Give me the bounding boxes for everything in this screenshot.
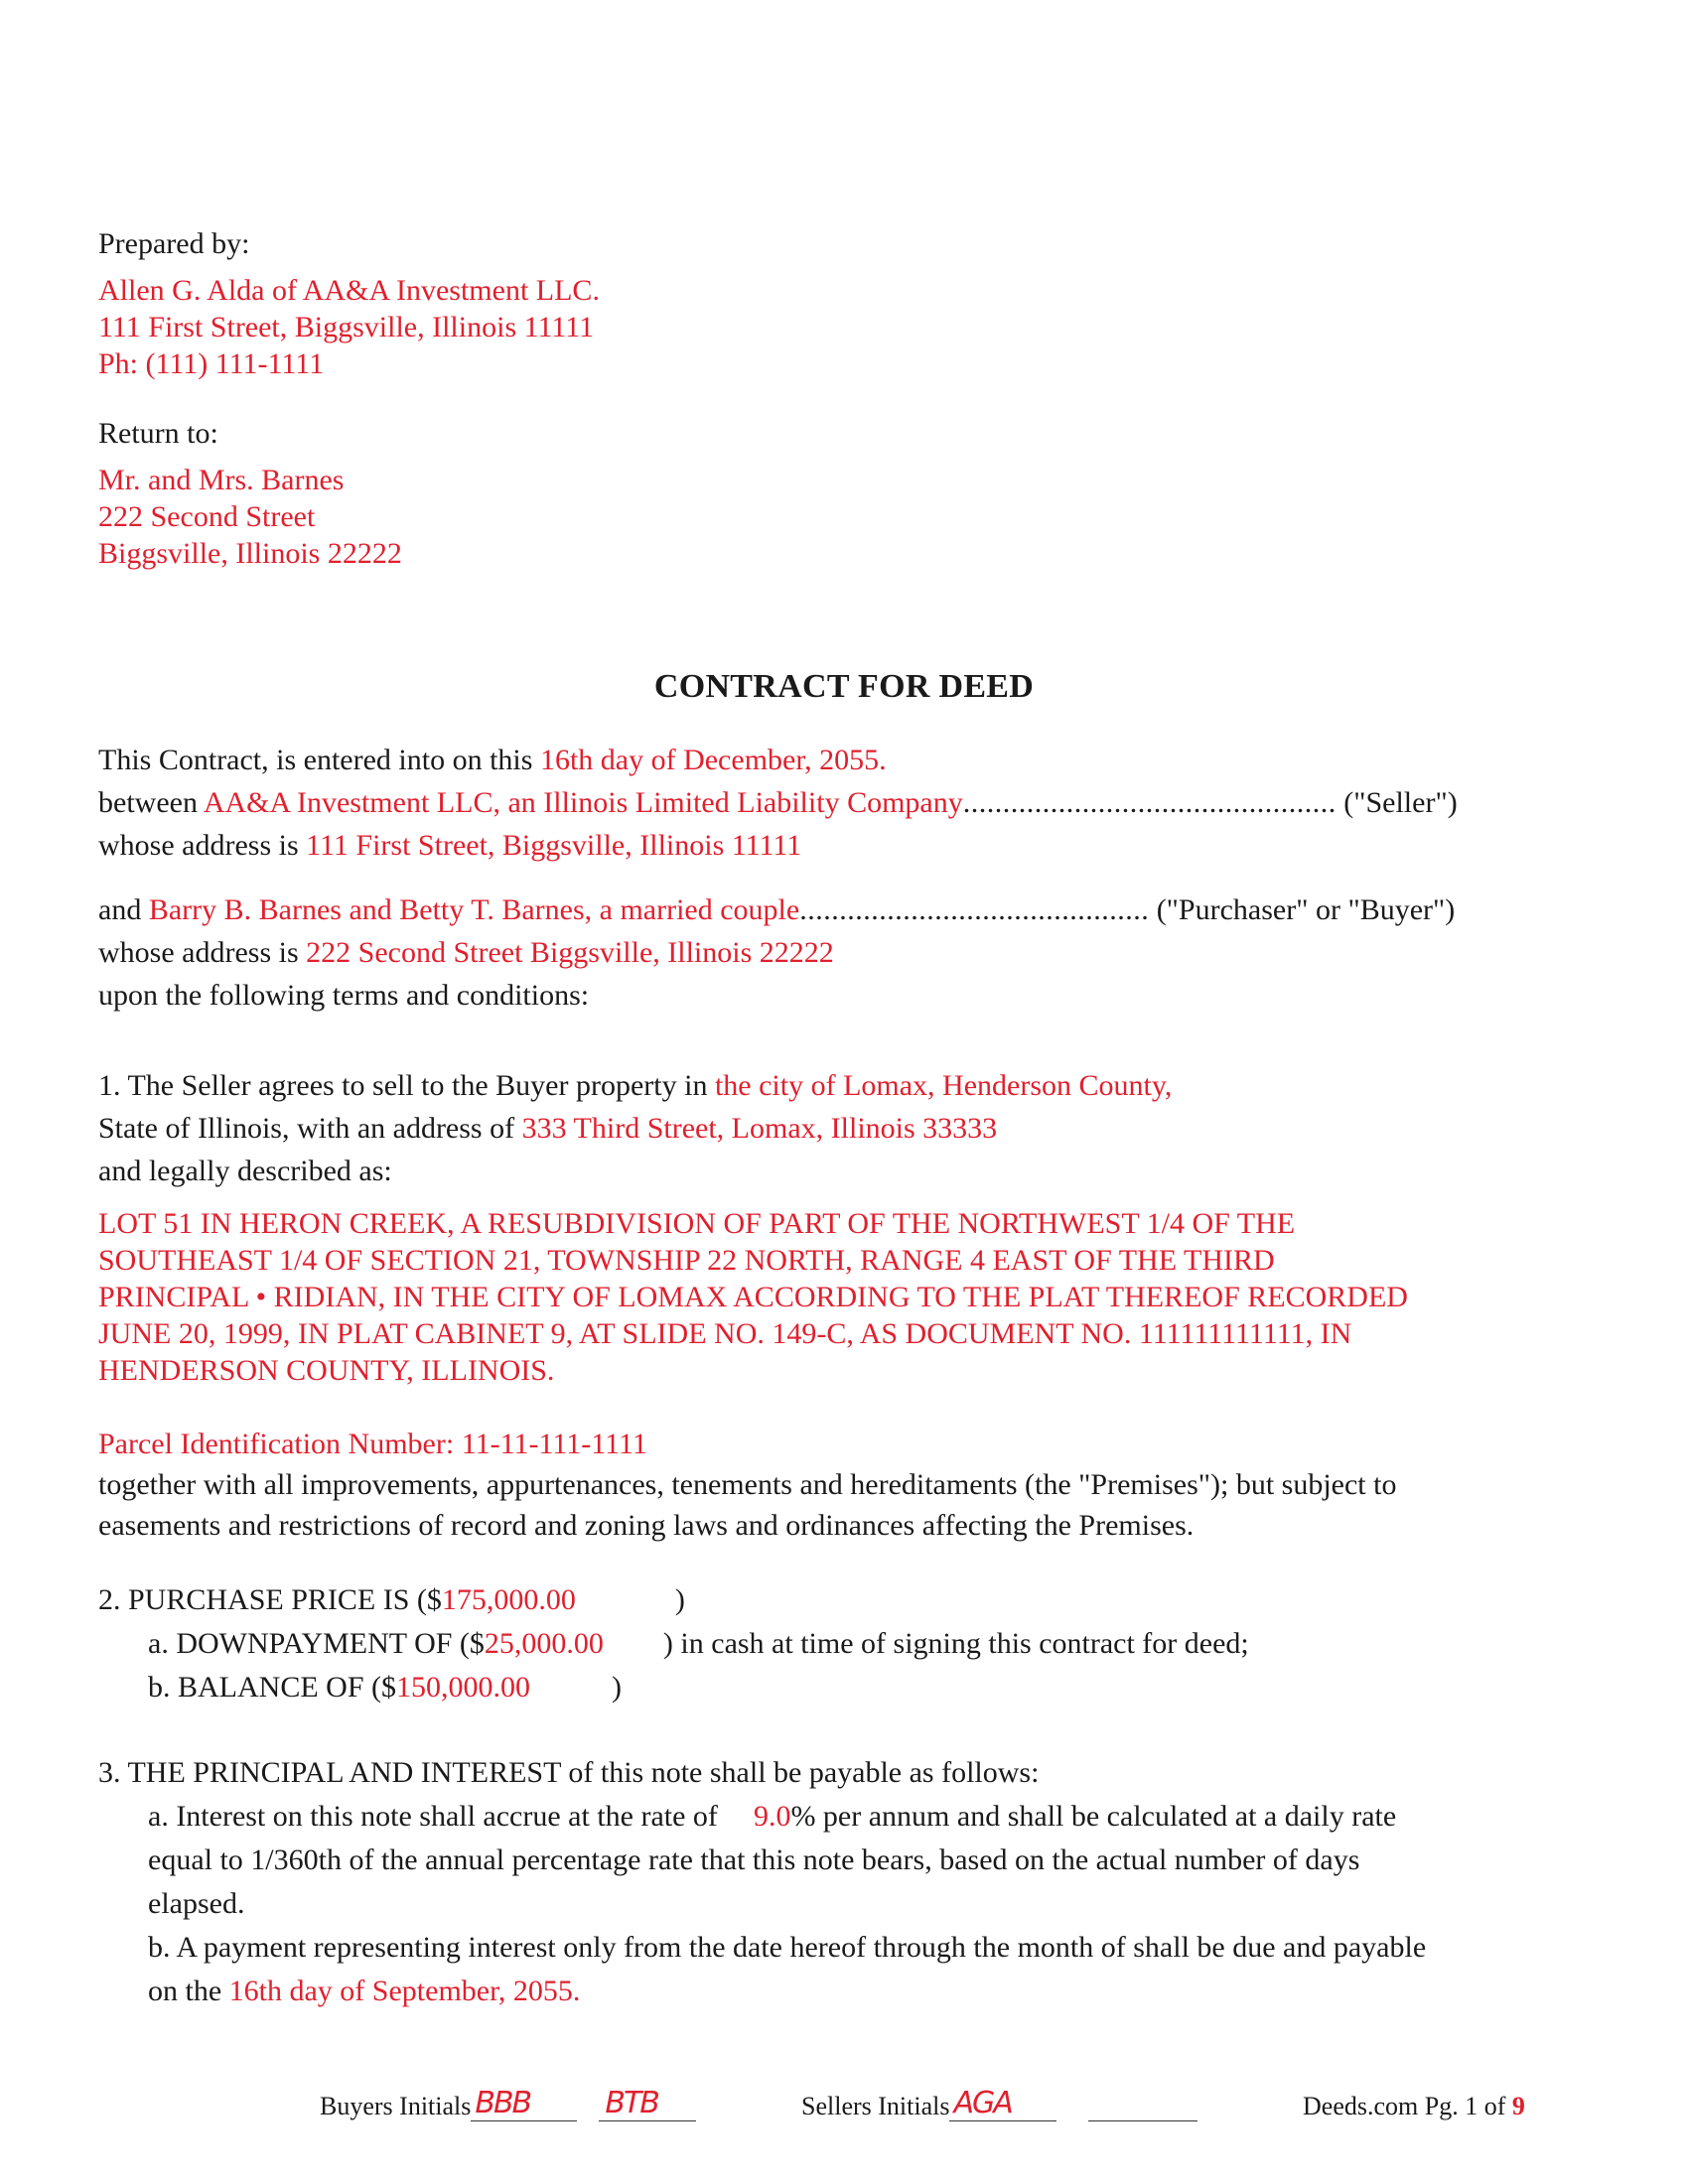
downpayment-line xyxy=(98,1622,1249,1666)
and-label: and xyxy=(98,893,142,926)
seller-address-line xyxy=(98,824,1458,867)
purchase-price-prefix: 2. PURCHASE PRICE IS ($ xyxy=(98,1583,442,1616)
interest-rate-line xyxy=(98,1795,1426,1839)
document-title: CONTRACT FOR DEED xyxy=(653,668,1035,705)
seller-dots: ............................................... xyxy=(962,786,1336,819)
interest-line-3: elapsed. xyxy=(148,1887,245,1920)
entered-line xyxy=(98,739,1458,781)
buyer-initial-line-2[interactable] xyxy=(599,2086,696,2121)
property-address: 333 Third Street, Lomax, Illinois 33333 xyxy=(521,1112,998,1145)
intro-block xyxy=(98,739,1458,1017)
downpayment-prefix: a. DOWNPAYMENT OF ($ xyxy=(148,1627,485,1660)
balance-prefix: b. BALANCE OF ($ xyxy=(148,1671,397,1704)
premises-line-2: easements and restrictions of record and zoning laws and ordinances affecting the Premises. xyxy=(98,1509,1195,1542)
return-to-city: Biggsville, Illinois 22222 xyxy=(98,537,402,570)
section-3 xyxy=(98,1751,1426,2013)
entered-prefix: This Contract, is entered into on this xyxy=(98,744,533,776)
legal-description: LOT 51 IN HERON CREEK, A RESUBDIVISION OF PART OF THE NORTHWEST 1/4 OF THE SOUTHEAST 1/4 OF SECTION 21, TOWNSHIP 22 NORTH, RANGE 4 EAST OF THE THIRD PRINCIPAL • RIDIAN, IN THE CITY OF LOMAX ACCORDING TO THE PLAT THEREOF RECORDED JUNE 20, 1999, IN PLAT CABINET 9, AT SLIDE NO. 149-C, AS DOCUMENT NO. 111111111111, IN HENDERSON COUNTY, ILLINOIS. xyxy=(98,1207,1408,1387)
section-1-prefix: 1. The Seller agrees to sell to the Buyer property in xyxy=(98,1069,708,1102)
footer-page xyxy=(1303,2092,1525,2121)
purchase-price-line xyxy=(98,1578,1249,1622)
return-to-block xyxy=(98,415,402,572)
sellers-initials-label: Sellers Initials xyxy=(801,2092,950,2120)
section-1-line-2 xyxy=(98,1107,1172,1150)
address-prefix: State of Illinois, with an address of xyxy=(98,1112,515,1145)
interest-prefix: a. Interest on this note shall accrue at the rate of xyxy=(148,1800,718,1833)
between-label: between xyxy=(98,786,198,819)
return-to-street: 222 Second Street xyxy=(98,500,316,533)
buyer-dots: ............................................ xyxy=(799,893,1150,926)
buyer-address: 222 Second Street Biggsville, Illinois 22222 xyxy=(306,936,834,969)
payment-line-2 xyxy=(98,1970,1426,2013)
payment-line-1: b. A payment representing interest only from the date hereof through the month of shall be due and payable xyxy=(148,1931,1427,1964)
balance-close: ) xyxy=(612,1671,623,1704)
seller-address: 111 First Street, Biggsville, Illinois 11111 xyxy=(306,829,802,862)
downpayment-amount: 25,000.00 xyxy=(484,1627,604,1660)
page-label: Pg. 1 of xyxy=(1424,2092,1506,2120)
site-name: Deeds.com xyxy=(1303,2092,1419,2120)
prepared-by-block xyxy=(98,225,600,382)
buyer-initial-1: BBB xyxy=(475,2086,531,2120)
seller-initial-line-2[interactable] xyxy=(1088,2093,1197,2121)
purchase-price-close: ) xyxy=(674,1583,685,1616)
buyer-line xyxy=(98,888,1458,931)
buyer-initial-line-1[interactable] xyxy=(471,2086,577,2121)
section-2 xyxy=(98,1578,1249,1709)
premises-line-1: together with all improvements, appurtenances, tenements and hereditaments (the "Premises"); but subject to xyxy=(98,1468,1397,1501)
buyer-address-prefix: whose address is xyxy=(98,936,299,969)
seller-line xyxy=(98,781,1458,824)
preparer-name: Allen G. Alda of AA&A Investment LLC. xyxy=(98,274,600,307)
legal-described-label: and legally described as: xyxy=(98,1155,392,1187)
section-1 xyxy=(98,1064,1172,1192)
interest-line-2: equal to 1/360th of the annual percentage rate that this note bears, based on the actual number of days xyxy=(148,1843,1360,1876)
payment-prefix: on the xyxy=(148,1975,222,2007)
footer-sellers xyxy=(801,2086,1197,2121)
seller-initial-line-1[interactable] xyxy=(949,2086,1056,2121)
parcel-number: Parcel Identification Number: 11-11-111-1111 xyxy=(98,1428,647,1460)
balance-line xyxy=(98,1666,1249,1709)
return-to-name: Mr. and Mrs. Barnes xyxy=(98,464,345,496)
downpayment-suffix: ) in cash at time of signing this contract for deed; xyxy=(662,1627,1249,1660)
seller-address-prefix: whose address is xyxy=(98,829,299,862)
terms-line: upon the following terms and conditions: xyxy=(98,979,590,1012)
buyer-name: Barry B. Barnes and Betty T. Barnes, a married couple xyxy=(148,893,800,926)
seller-initial-1: AGA xyxy=(953,2086,1012,2120)
buyers-initials-label: Buyers Initials xyxy=(320,2092,472,2120)
prepared-by-label: Prepared by: xyxy=(98,227,250,260)
preparer-phone: Ph: (111) 111-1111 xyxy=(98,347,325,380)
balance-amount: 150,000.00 xyxy=(396,1671,531,1704)
interest-suffix: % per annum and shall be calculated at a daily rate xyxy=(790,1800,1397,1833)
seller-role: ("Seller") xyxy=(1343,786,1458,819)
parcel-block xyxy=(98,1424,1396,1546)
page-total: 9 xyxy=(1511,2092,1525,2120)
payment-date: 16th day of September, 2055. xyxy=(228,1975,581,2007)
section-1-line-1 xyxy=(98,1064,1172,1107)
buyer-role: ("Purchaser" or "Buyer") xyxy=(1156,893,1456,926)
purchase-price: 175,000.00 xyxy=(441,1583,576,1616)
section-3-heading: 3. THE PRINCIPAL AND INTEREST of this note shall be payable as follows: xyxy=(98,1756,1040,1789)
buyer-address-line xyxy=(98,931,1458,974)
seller-name: AA&A Investment LLC, an Illinois Limited Liability Company xyxy=(203,786,963,819)
entered-date: 16th day of December, 2055. xyxy=(539,744,887,776)
buyer-initial-2: BTB xyxy=(605,2086,658,2120)
preparer-address: 111 First Street, Biggsville, Illinois 11111 xyxy=(98,311,595,343)
return-to-label: Return to: xyxy=(98,417,218,450)
footer-buyers xyxy=(320,2086,696,2121)
property-location: the city of Lomax, Henderson County, xyxy=(714,1069,1173,1102)
interest-rate: 9.0 xyxy=(753,1800,791,1833)
